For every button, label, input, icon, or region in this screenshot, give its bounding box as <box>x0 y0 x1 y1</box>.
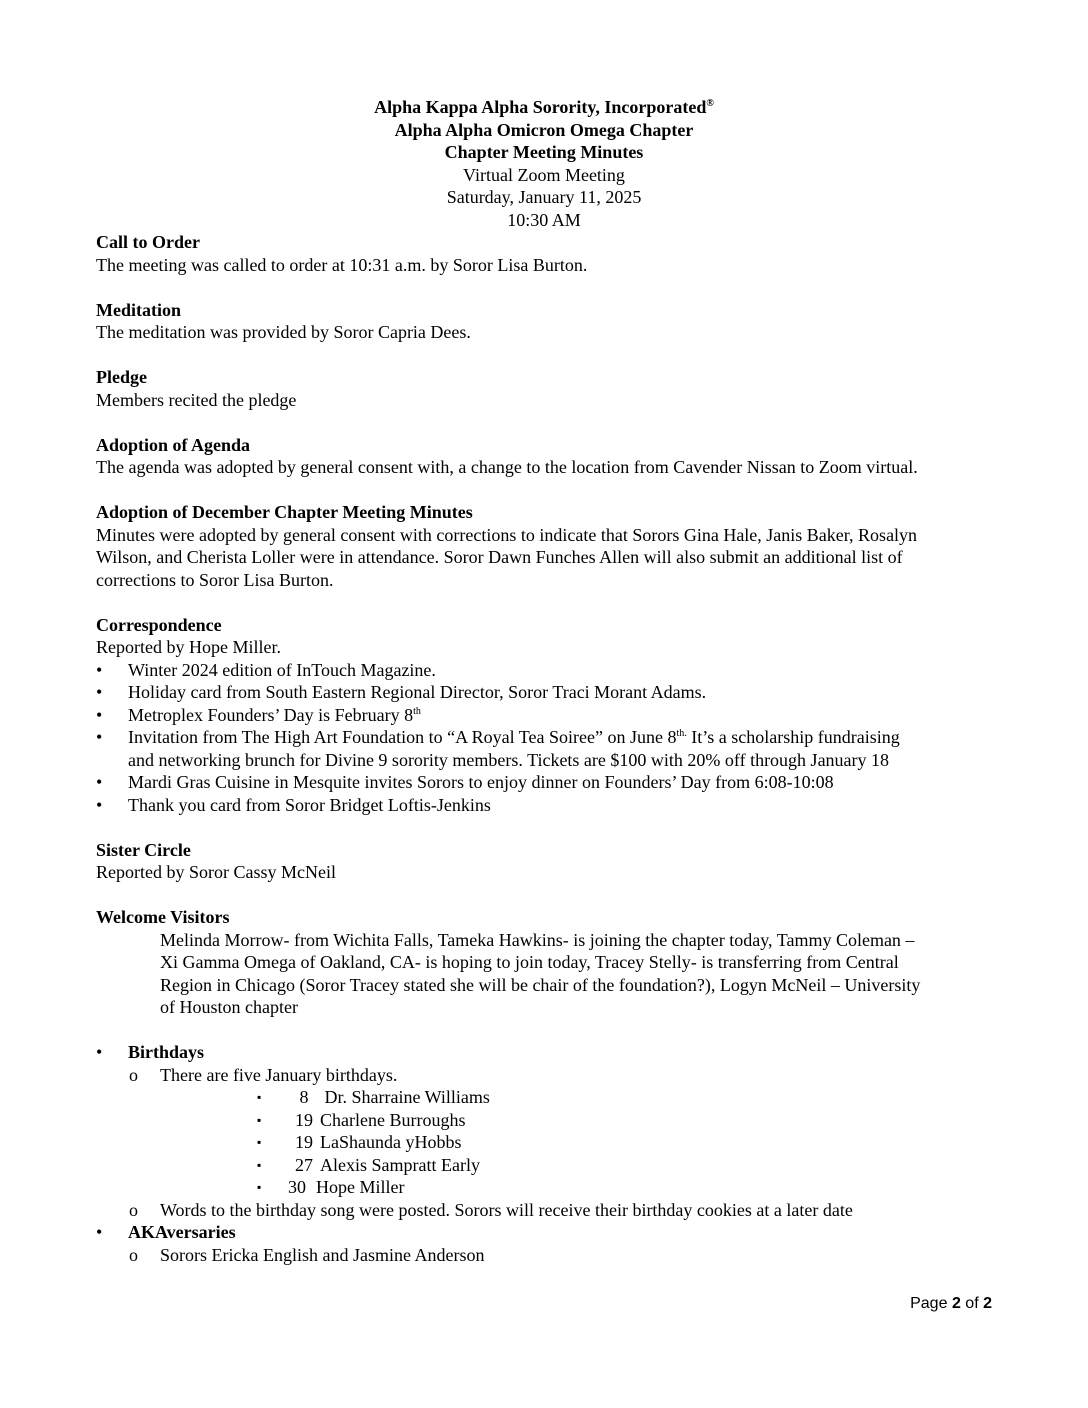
akaversaries-heading: • AKAversaries <box>96 1222 236 1242</box>
pledge-text: Members recited the pledge <box>96 389 297 410</box>
call-to-order-heading: Call to Order <box>96 232 200 252</box>
meditation-heading: Meditation <box>96 299 181 320</box>
registered-mark: ® <box>706 98 714 109</box>
call-to-order-text: The meeting was called to order at 10:31 a.m. by Soror Lisa Burton. <box>96 254 588 275</box>
minutes-body <box>96 231 996 1266</box>
birthday-item: ▪ 8 Dr. Sharraine Williams <box>257 1087 490 1107</box>
visitors-heading: Welcome Visitors <box>96 907 230 927</box>
meeting-date: Saturday, January 11, 2025 <box>446 187 642 207</box>
minutes-text-line2: Wilson, and Cherista Loller were in attendance. Soror Dawn Funches Allen will also submit an additional list of <box>96 547 903 567</box>
bullet-icon: • <box>96 659 103 680</box>
square-bullet-icon: ▪ <box>257 1090 262 1104</box>
square-bullet-icon: ▪ <box>257 1112 262 1127</box>
bullet-icon: • <box>96 1222 103 1242</box>
correspondence-reporter: Reported by Hope Miller. <box>96 637 281 657</box>
list-item: • Invitation from The High Art Foundation to “A Royal Tea Soiree” on June $8^{th.}$ It’s a scholarship fundraising and networking brunch for Divine 9 sorority members. Tickets are $100 with 20% off through January 18 <box>96 727 900 770</box>
birthday-item: ▪ 19 LaShaunda yHobbs <box>257 1132 462 1152</box>
square-bullet-icon: ▪ <box>257 1135 262 1149</box>
meeting-time: 10:30 AM <box>507 209 581 230</box>
bullet-icon: • <box>96 727 103 747</box>
list-item: • Holiday card from South Eastern Regional Director, Soror Traci Morant Adams. <box>96 682 707 702</box>
circle-bullet-icon: o <box>129 1244 138 1265</box>
minutes-heading: Adoption of December Chapter Meeting Minutes <box>96 502 473 522</box>
agenda-heading: Adoption of Agenda <box>96 434 251 455</box>
square-bullet-icon: ▪ <box>257 1180 262 1194</box>
square-bullet-icon: ▪ <box>257 1157 262 1172</box>
list-item: • Thank you card from Soror Bridget Loftis-Jenkins <box>96 794 491 815</box>
birthday-item: ▪ 27 Alexis Sampratt Early <box>257 1154 480 1175</box>
page-number: Page 2 of 2 <box>910 1295 992 1312</box>
birthday-item: ▪ 30 Hope Miller <box>257 1177 405 1197</box>
pledge-heading: Pledge <box>96 367 147 387</box>
list-item: • Metroplex Founders’ Day is February 8th <box>96 704 421 725</box>
agenda-text: The agenda was adopted by general consent with, a change to the location from Cavender Nissan to Zoom virtual. <box>96 457 918 477</box>
bullet-icon: • <box>96 704 103 725</box>
correspondence-heading: Correspondence <box>96 614 222 635</box>
meeting-type: Virtual Zoom Meeting <box>463 164 625 185</box>
list-item: • Winter 2024 edition of InTouch Magazine. <box>96 659 436 680</box>
sister-circle-heading: Sister Circle <box>96 839 191 860</box>
document-title: Chapter Meeting Minutes <box>444 142 644 162</box>
visitors-text: Melinda Morrow- from Wichita Falls, Tameka Hawkins- is joining the chapter today, Tammy Coleman – Xi Gamma Omega of Oakland, CA- is hoping to join today, Tracey Stelly- is transferring from Central Region in Chicago (Soror Tracey stated she will be chair of the foundation?), Logyn McNeil – University of Houston chapter <box>160 929 921 1017</box>
list-item: • Mardi Gras Cuisine in Mesquite invites Sorors to enjoy dinner on Founders’ Day from 6:08-10:08 <box>96 772 834 792</box>
minutes-text-line3: corrections to Soror Lisa Burton. <box>96 569 334 590</box>
sister-circle-text: Reported by Soror Cassy McNeil <box>96 862 336 882</box>
minutes-text-line1: Minutes were adopted by general consent with corrections to indicate that Sorors Gina Hale, Janis Baker, Rosalyn <box>96 524 918 545</box>
circle-bullet-icon: o <box>129 1199 138 1220</box>
list-item: o There are five January birthdays. <box>129 1064 398 1085</box>
birthday-item: ▪ 19 Charlene Burroughs <box>257 1109 466 1130</box>
bullet-icon: • <box>96 1042 103 1062</box>
circle-bullet-icon: o <box>129 1064 138 1085</box>
meditation-text: The meditation was provided by Soror Capria Dees. <box>96 322 471 342</box>
org-name: Alpha Kappa Alpha Sorority, Incorporated® <box>374 97 714 117</box>
list-item: o Words to the birthday song were posted. Sorors will receive their birthday cookies at a later date <box>129 1199 853 1220</box>
list-item: o Sorors Ericka English and Jasmine Anderson <box>129 1244 485 1265</box>
bullet-icon: • <box>96 772 103 792</box>
document-header <box>0 96 1088 231</box>
birthdays-heading: • Birthdays <box>96 1042 205 1062</box>
chapter-name: Alpha Alpha Omicron Omega Chapter <box>394 119 694 140</box>
bullet-icon: • <box>96 794 103 815</box>
bullet-icon: • <box>96 682 103 702</box>
